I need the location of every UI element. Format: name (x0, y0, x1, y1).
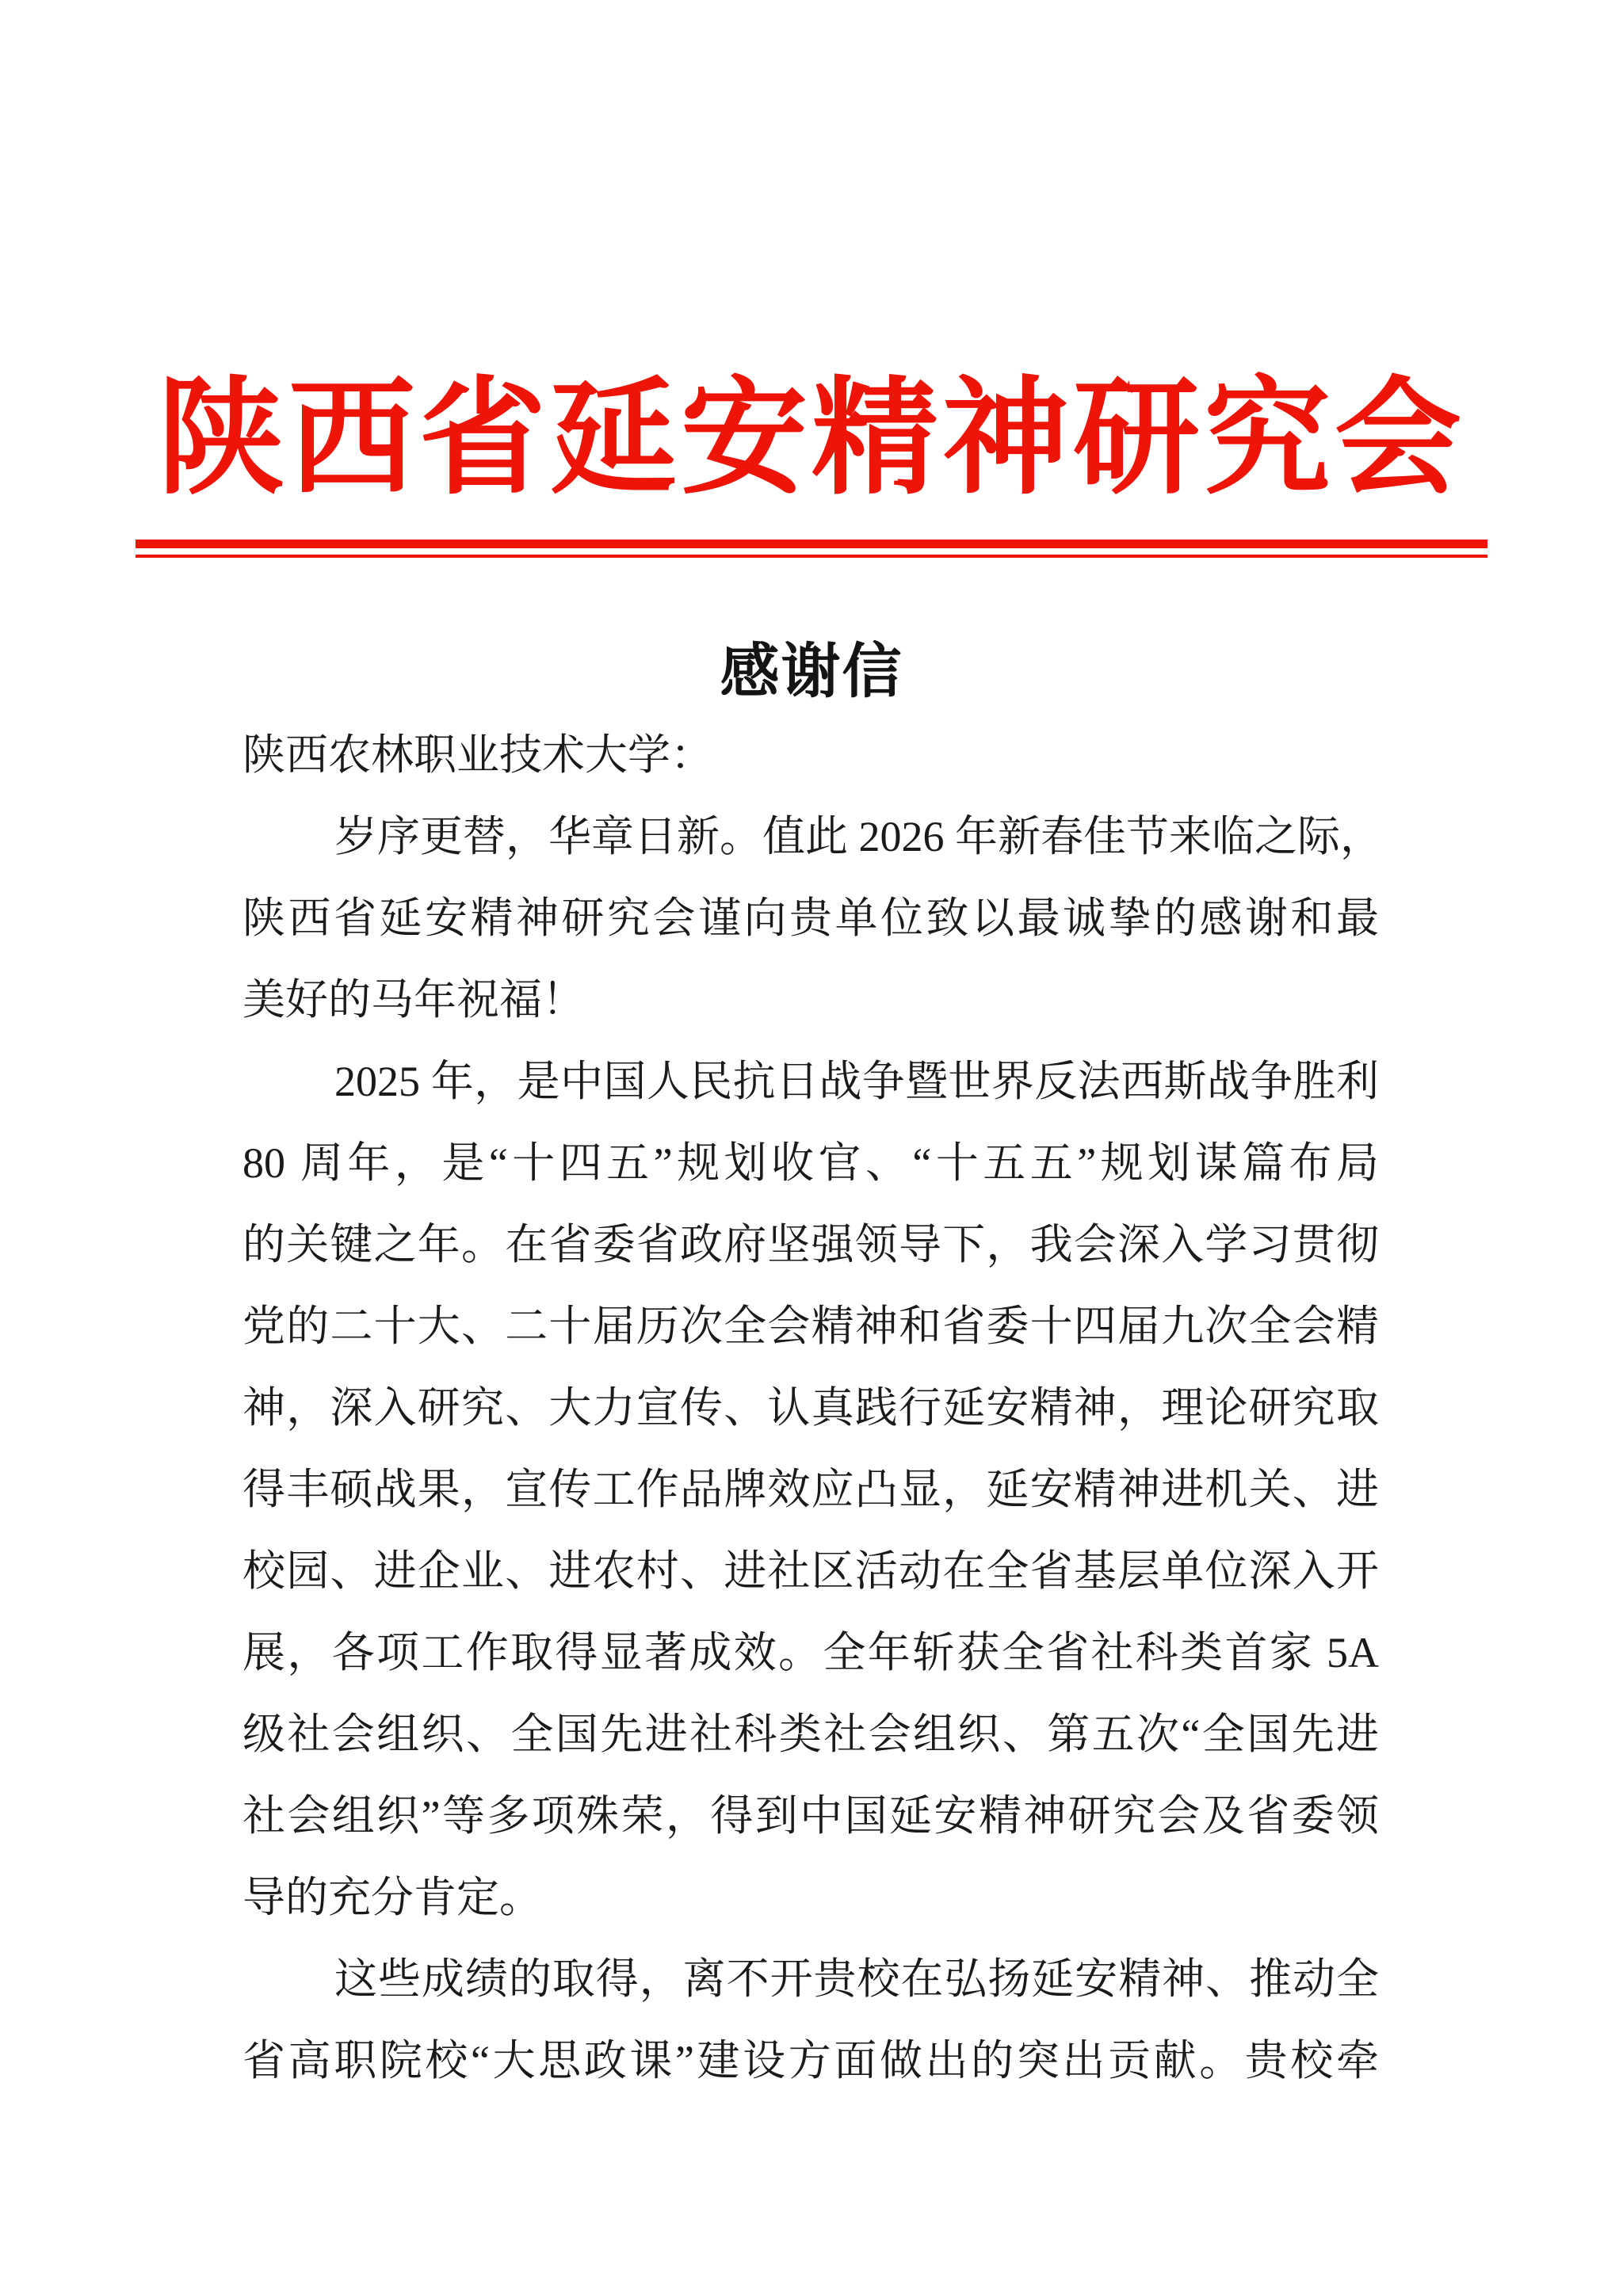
body-line: 得丰硕战果，宣传工作品牌效应凸显，延安精神进机关、进 (242, 1466, 1379, 1513)
body-line: 导的充分肯定。 (242, 1874, 542, 1921)
body-line: 党的二十大、二十届历次全会精神和省委十四届九次全会精 (242, 1302, 1379, 1350)
document-title: 感谢信 (720, 638, 903, 704)
letterhead-rule-thin (136, 555, 1487, 558)
body-line: 校园、进企业、进农村、进社区活动在全省基层单位深入开 (242, 1547, 1379, 1595)
body-line: 80 周年，是“十四五”规划收官、“十五五”规划谋篇布局 (242, 1139, 1379, 1187)
body-line: 神，深入研究、大力宣传、认真践行延安精神，理论研究取 (242, 1384, 1379, 1432)
body-line: 社会组织”等多项殊荣，得到中国延安精神研究会及省委领 (242, 1792, 1379, 1840)
body-line: 展，各项工作取得显著成效。全年斩获全省社科类首家 5A (242, 1629, 1379, 1676)
body-line: 陕西省延安精神研究会谨向贵单位致以最诚挚的感谢和最 (242, 894, 1379, 942)
body-line: 岁序更替，华章日新。值此 2026 年新春佳节来临之际， (334, 813, 1383, 860)
body-line: 美好的马年祝福！ (242, 976, 585, 1024)
letter-body (242, 796, 1383, 2102)
letterhead-title: 陕西省延安精神研究会 (157, 368, 1465, 509)
body-line: 2025 年，是中国人民抗日战争暨世界反法西斯战争胜利 (334, 1058, 1379, 1105)
letterhead-rule-thick (136, 540, 1487, 548)
body-line: 省高职院校“大思政课”建设方面做出的突出贡献。贵校牵 (242, 2037, 1379, 2084)
body-line: 级社会组织、全国先进社科类社会组织、第五次“全国先进 (242, 1711, 1379, 1758)
body-line: 的关键之年。在省委省政府坚强领导下，我会深入学习贯彻 (242, 1221, 1379, 1268)
body-line: 这些成绩的取得，离不开贵校在弘扬延安精神、推动全 (334, 1955, 1379, 2003)
salutation: 陕西农林职业技术大学： (242, 731, 713, 779)
